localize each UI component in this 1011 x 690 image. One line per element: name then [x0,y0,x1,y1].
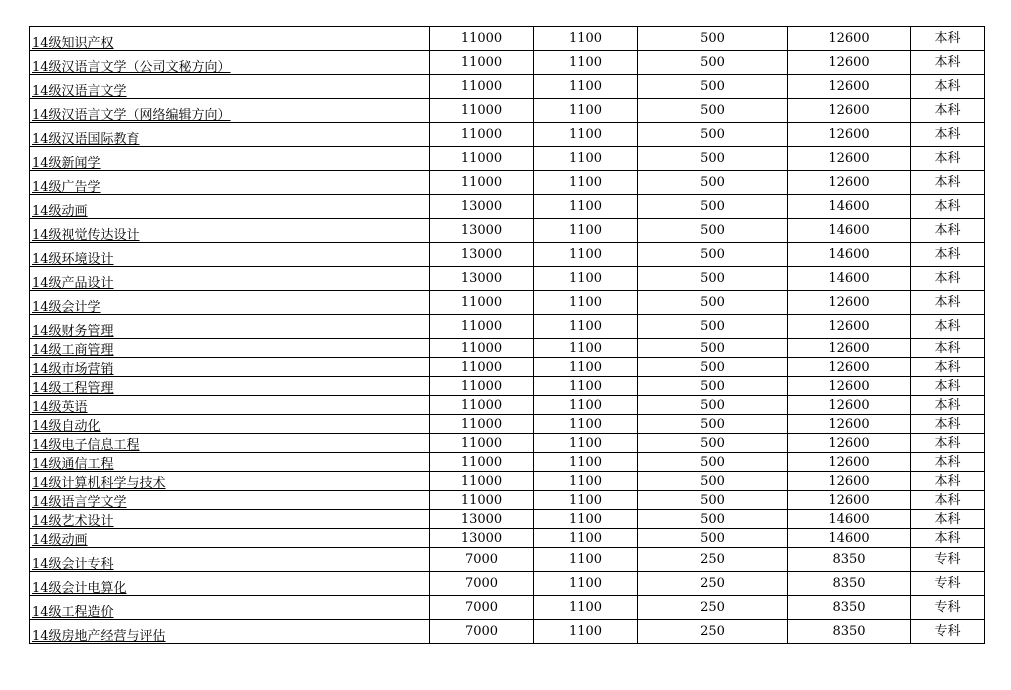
total-fee-cell: 12600 [788,291,911,315]
tuition-cell: 11000 [430,75,534,99]
major-name-cell: 14级知识产权 [30,27,430,51]
misc-fee-cell: 500 [638,75,788,99]
table-row [30,219,985,243]
total-fee-cell: 8350 [788,572,911,596]
lodging-cell: 1100 [534,596,638,620]
degree-level-cell: 本科 [911,434,985,453]
degree-level-cell: 本科 [911,339,985,358]
lodging-cell: 1100 [534,171,638,195]
tuition-cell: 11000 [430,491,534,510]
table-row [30,171,985,195]
misc-fee-cell: 500 [638,529,788,548]
total-fee-cell: 12600 [788,415,911,434]
fee-table-body [30,27,985,644]
degree-level-cell: 本科 [911,491,985,510]
misc-fee-cell: 500 [638,267,788,291]
table-row [30,415,985,434]
misc-fee-cell: 500 [638,510,788,529]
misc-fee-cell: 500 [638,434,788,453]
degree-level-cell: 本科 [911,219,985,243]
lodging-cell: 1100 [534,529,638,548]
major-name-cell: 14级通信工程 [30,453,430,472]
lodging-cell: 1100 [534,377,638,396]
major-name-cell: 14级会计电算化 [30,572,430,596]
major-name-cell: 14级会计专科 [30,548,430,572]
degree-level-cell: 本科 [911,291,985,315]
total-fee-cell: 12600 [788,453,911,472]
table-row [30,195,985,219]
degree-level-cell: 本科 [911,171,985,195]
lodging-cell: 1100 [534,620,638,644]
major-name-cell: 14级汉语国际教育 [30,123,430,147]
major-name-cell: 14级工程造价 [30,596,430,620]
total-fee-cell: 12600 [788,434,911,453]
table-row [30,267,985,291]
degree-level-cell: 本科 [911,377,985,396]
table-row [30,147,985,171]
lodging-cell: 1100 [534,339,638,358]
degree-level-cell: 本科 [911,99,985,123]
degree-level-cell: 本科 [911,195,985,219]
misc-fee-cell: 500 [638,291,788,315]
lodging-cell: 1100 [534,472,638,491]
degree-level-cell: 专科 [911,572,985,596]
lodging-cell: 1100 [534,291,638,315]
total-fee-cell: 12600 [788,396,911,415]
tuition-cell: 11000 [430,415,534,434]
degree-level-cell: 本科 [911,51,985,75]
degree-level-cell: 专科 [911,548,985,572]
misc-fee-cell: 500 [638,472,788,491]
table-row [30,75,985,99]
total-fee-cell: 14600 [788,529,911,548]
major-name-cell: 14级计算机科学与技术 [30,472,430,491]
tuition-cell: 11000 [430,123,534,147]
degree-level-cell: 本科 [911,453,985,472]
degree-level-cell: 本科 [911,472,985,491]
major-name-cell: 14级英语 [30,396,430,415]
total-fee-cell: 8350 [788,548,911,572]
lodging-cell: 1100 [534,243,638,267]
major-name-cell: 14级环境设计 [30,243,430,267]
degree-level-cell: 本科 [911,529,985,548]
tuition-cell: 7000 [430,548,534,572]
total-fee-cell: 12600 [788,171,911,195]
table-row [30,51,985,75]
misc-fee-cell: 500 [638,195,788,219]
tuition-cell: 13000 [430,529,534,548]
total-fee-cell: 12600 [788,377,911,396]
total-fee-cell: 12600 [788,339,911,358]
total-fee-cell: 12600 [788,123,911,147]
tuition-cell: 11000 [430,358,534,377]
misc-fee-cell: 500 [638,243,788,267]
table-row [30,548,985,572]
degree-level-cell: 本科 [911,415,985,434]
degree-level-cell: 本科 [911,510,985,529]
misc-fee-cell: 500 [638,396,788,415]
major-name-cell: 14级新闻学 [30,147,430,171]
degree-level-cell: 本科 [911,315,985,339]
table-row [30,339,985,358]
total-fee-cell: 12600 [788,472,911,491]
misc-fee-cell: 500 [638,147,788,171]
degree-level-cell: 专科 [911,596,985,620]
tuition-cell: 7000 [430,620,534,644]
table-row [30,291,985,315]
lodging-cell: 1100 [534,51,638,75]
degree-level-cell: 本科 [911,243,985,267]
misc-fee-cell: 500 [638,491,788,510]
tuition-cell: 11000 [430,377,534,396]
lodging-cell: 1100 [534,123,638,147]
total-fee-cell: 14600 [788,195,911,219]
table-row [30,596,985,620]
major-name-cell: 14级电子信息工程 [30,434,430,453]
tuition-cell: 13000 [430,219,534,243]
major-name-cell: 14级视觉传达设计 [30,219,430,243]
major-name-cell: 14级汉语言文学（公司文秘方向） [30,51,430,75]
table-row [30,529,985,548]
tuition-cell: 11000 [430,99,534,123]
total-fee-cell: 12600 [788,358,911,377]
tuition-cell: 13000 [430,267,534,291]
lodging-cell: 1100 [534,358,638,377]
total-fee-cell: 14600 [788,219,911,243]
tuition-cell: 13000 [430,510,534,529]
misc-fee-cell: 500 [638,99,788,123]
misc-fee-cell: 500 [638,51,788,75]
major-name-cell: 14级汉语言文学（网络编辑方向） [30,99,430,123]
misc-fee-cell: 500 [638,339,788,358]
total-fee-cell: 12600 [788,51,911,75]
tuition-cell: 11000 [430,472,534,491]
tuition-cell: 7000 [430,572,534,596]
table-row [30,434,985,453]
table-row [30,491,985,510]
table-row [30,620,985,644]
major-name-cell: 14级汉语言文学 [30,75,430,99]
degree-level-cell: 本科 [911,123,985,147]
lodging-cell: 1100 [534,315,638,339]
tuition-cell: 13000 [430,243,534,267]
table-row [30,453,985,472]
misc-fee-cell: 250 [638,548,788,572]
table-row [30,510,985,529]
lodging-cell: 1100 [534,75,638,99]
total-fee-cell: 14600 [788,510,911,529]
degree-level-cell: 本科 [911,27,985,51]
table-row [30,572,985,596]
total-fee-cell: 12600 [788,27,911,51]
misc-fee-cell: 500 [638,171,788,195]
total-fee-cell: 8350 [788,620,911,644]
tuition-cell: 11000 [430,51,534,75]
table-row [30,315,985,339]
misc-fee-cell: 500 [638,415,788,434]
misc-fee-cell: 500 [638,358,788,377]
degree-level-cell: 本科 [911,267,985,291]
degree-level-cell: 专科 [911,620,985,644]
total-fee-cell: 14600 [788,243,911,267]
table-row [30,243,985,267]
lodging-cell: 1100 [534,267,638,291]
total-fee-cell: 12600 [788,491,911,510]
lodging-cell: 1100 [534,453,638,472]
degree-level-cell: 本科 [911,75,985,99]
misc-fee-cell: 500 [638,219,788,243]
degree-level-cell: 本科 [911,358,985,377]
misc-fee-cell: 250 [638,572,788,596]
degree-level-cell: 本科 [911,147,985,171]
table-row [30,396,985,415]
major-name-cell: 14级财务管理 [30,315,430,339]
misc-fee-cell: 500 [638,123,788,147]
total-fee-cell: 12600 [788,99,911,123]
major-name-cell: 14级工商管理 [30,339,430,358]
lodging-cell: 1100 [534,548,638,572]
misc-fee-cell: 250 [638,596,788,620]
lodging-cell: 1100 [534,27,638,51]
lodging-cell: 1100 [534,147,638,171]
tuition-cell: 11000 [430,396,534,415]
lodging-cell: 1100 [534,572,638,596]
tuition-cell: 11000 [430,453,534,472]
misc-fee-cell: 500 [638,453,788,472]
major-name-cell: 14级语言学文学 [30,491,430,510]
tuition-cell: 11000 [430,339,534,358]
tuition-cell: 11000 [430,291,534,315]
lodging-cell: 1100 [534,510,638,529]
table-row [30,472,985,491]
total-fee-cell: 12600 [788,315,911,339]
major-name-cell: 14级会计学 [30,291,430,315]
major-name-cell: 14级动画 [30,529,430,548]
misc-fee-cell: 500 [638,377,788,396]
total-fee-cell: 12600 [788,75,911,99]
tuition-cell: 11000 [430,27,534,51]
misc-fee-cell: 500 [638,315,788,339]
misc-fee-cell: 250 [638,620,788,644]
lodging-cell: 1100 [534,219,638,243]
lodging-cell: 1100 [534,396,638,415]
misc-fee-cell: 500 [638,27,788,51]
total-fee-cell: 8350 [788,596,911,620]
major-name-cell: 14级广告学 [30,171,430,195]
total-fee-cell: 12600 [788,147,911,171]
lodging-cell: 1100 [534,434,638,453]
tuition-cell: 7000 [430,596,534,620]
total-fee-cell: 14600 [788,267,911,291]
major-name-cell: 14级自动化 [30,415,430,434]
lodging-cell: 1100 [534,491,638,510]
tuition-cell: 13000 [430,195,534,219]
tuition-cell: 11000 [430,171,534,195]
major-name-cell: 14级艺术设计 [30,510,430,529]
tuition-cell: 11000 [430,434,534,453]
table-row [30,358,985,377]
major-name-cell: 14级房地产经营与评估 [30,620,430,644]
lodging-cell: 1100 [534,195,638,219]
tuition-cell: 11000 [430,315,534,339]
table-row [30,27,985,51]
major-name-cell: 14级工程管理 [30,377,430,396]
lodging-cell: 1100 [534,99,638,123]
major-name-cell: 14级产品设计 [30,267,430,291]
table-row [30,99,985,123]
table-row [30,123,985,147]
major-name-cell: 14级市场营销 [30,358,430,377]
tuition-cell: 11000 [430,147,534,171]
lodging-cell: 1100 [534,415,638,434]
degree-level-cell: 本科 [911,396,985,415]
fee-table [29,26,985,644]
table-row [30,377,985,396]
major-name-cell: 14级动画 [30,195,430,219]
